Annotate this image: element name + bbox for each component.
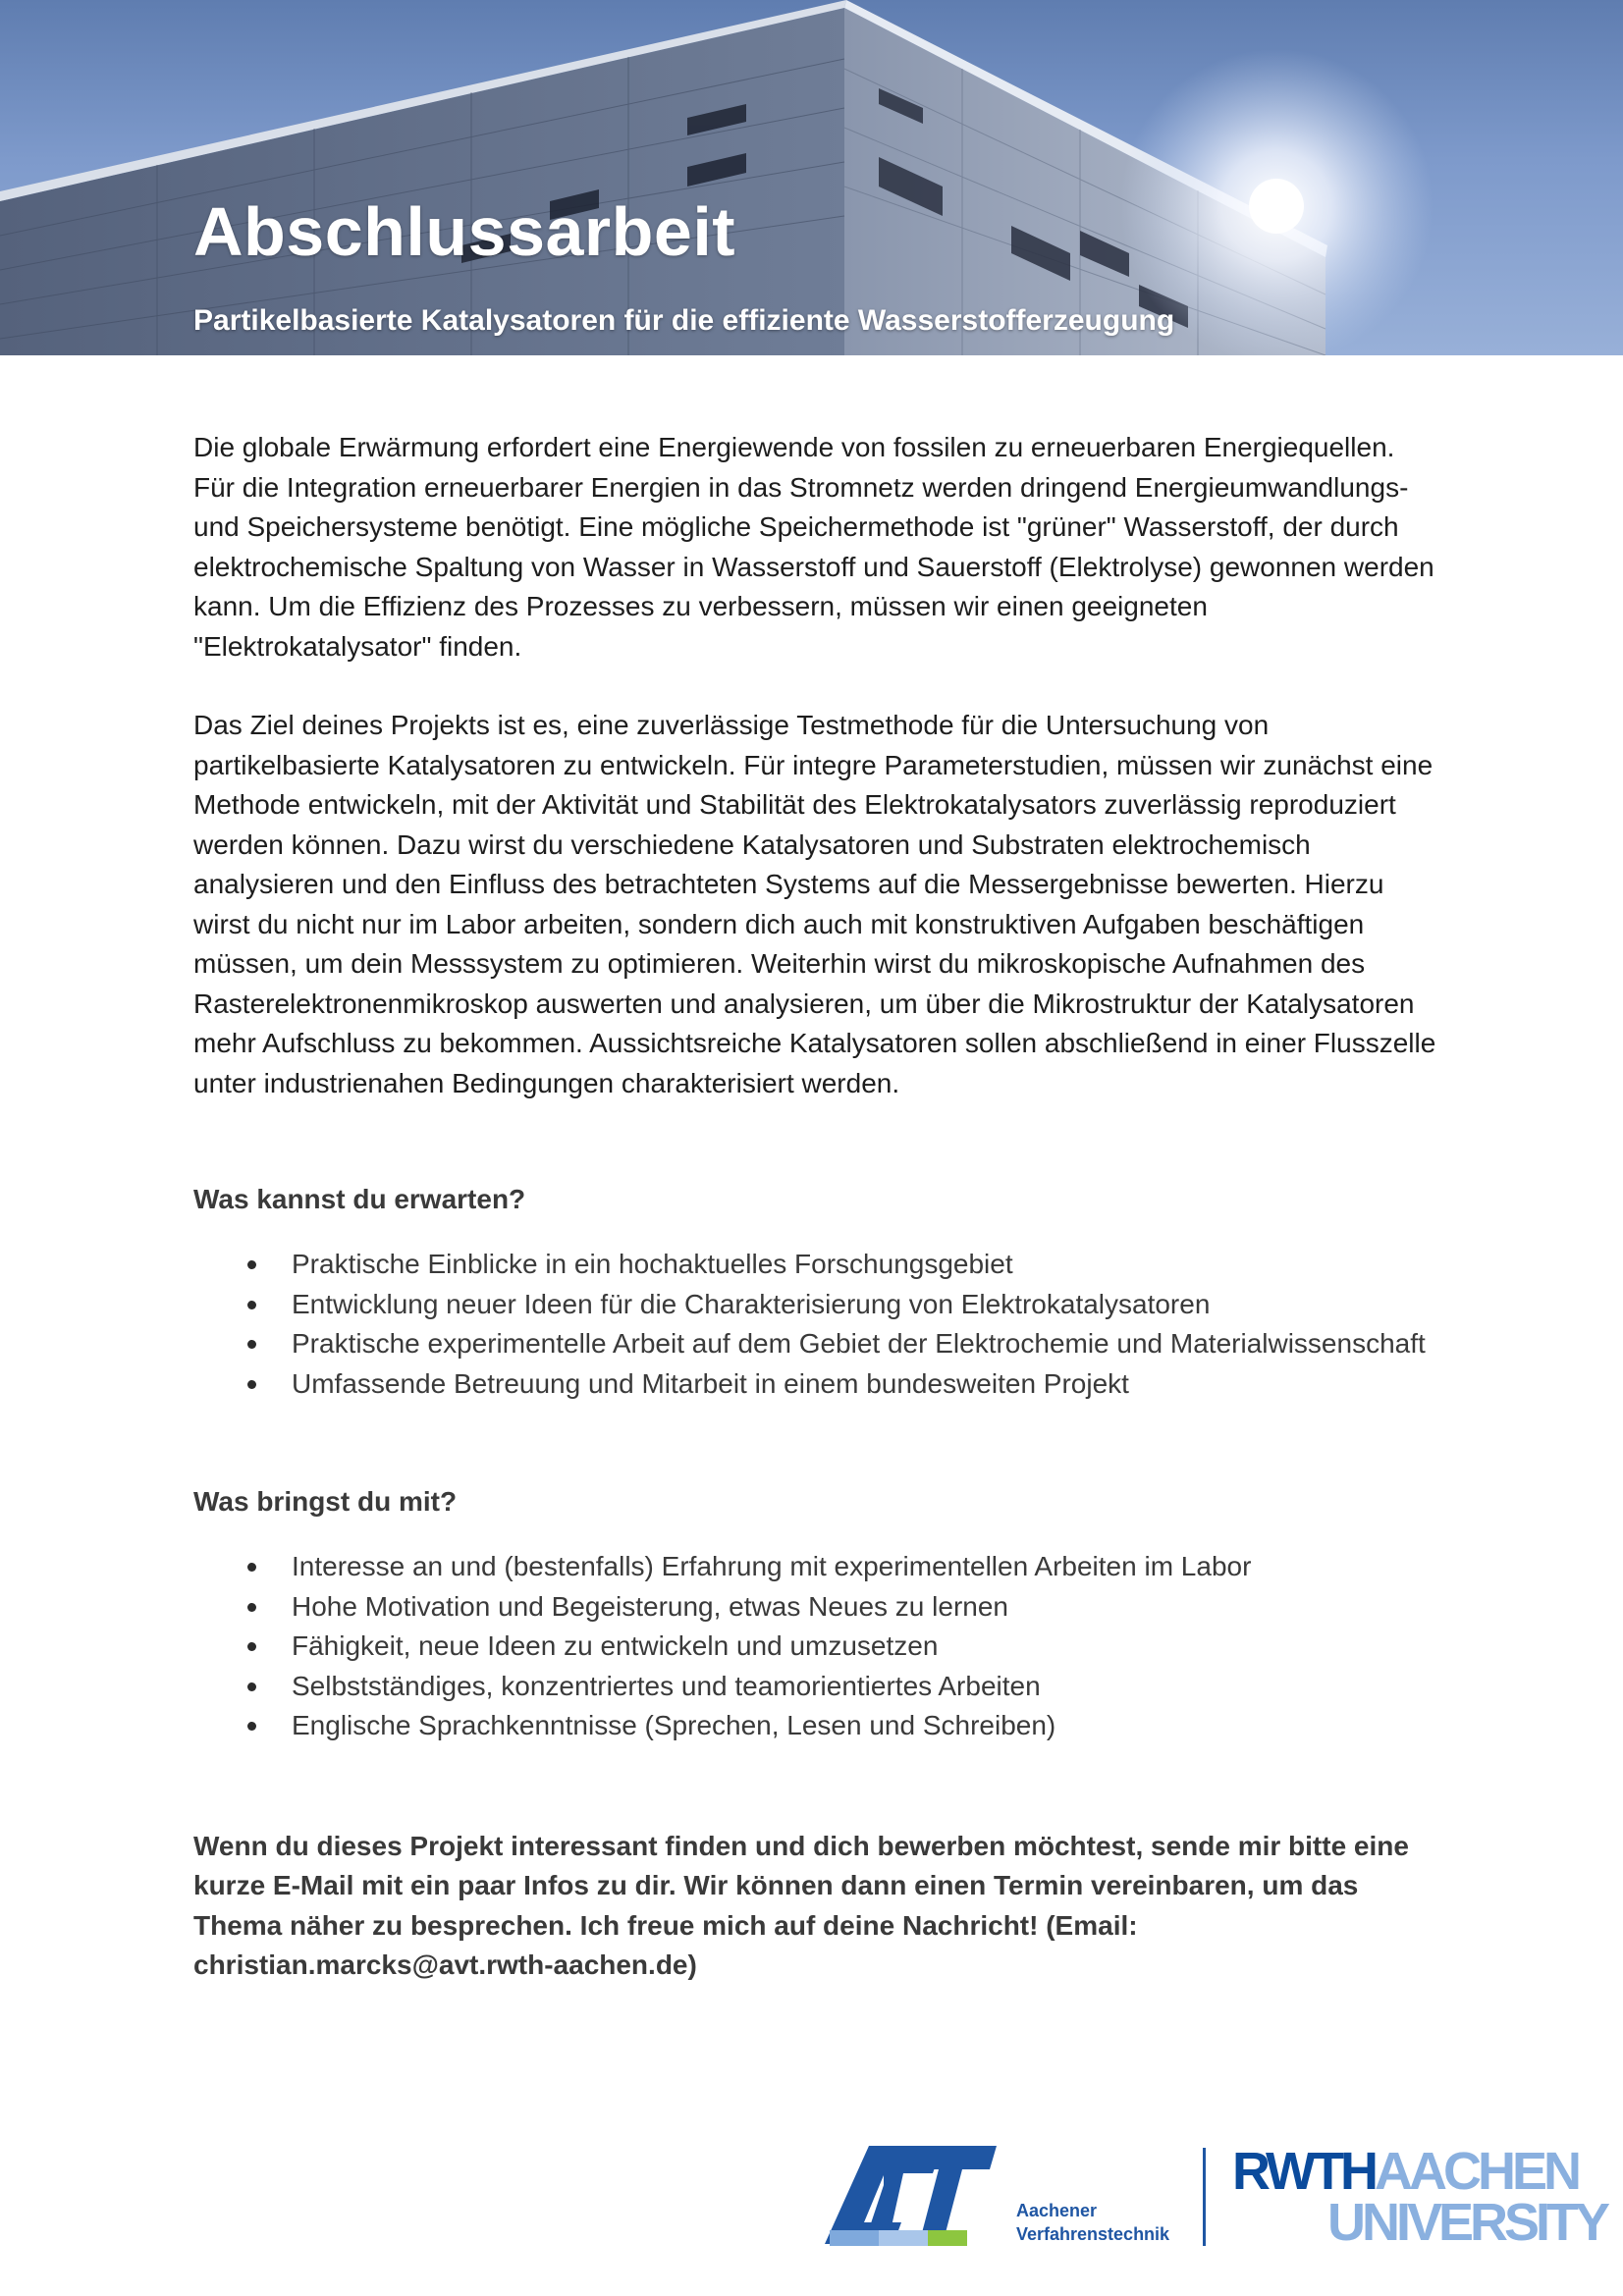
list-item: Umfassende Betreuung und Mitarbeit in einem bundesweiten Projekt — [292, 1364, 1440, 1405]
list-item: Hohe Motivation und Begeisterung, etwas Neues zu lernen — [292, 1587, 1440, 1628]
page-title: Abschlussarbeit — [193, 193, 736, 270]
list-item: Praktische Einblicke in ein hochaktuelles Forschungsgebiet — [292, 1245, 1440, 1285]
list-item: Selbstständiges, konzentriertes und teamorientiertes Arbeiten — [292, 1667, 1440, 1707]
intro-paragraph: Die globale Erwärmung erfordert eine Energiewende von fossilen zu erneuerbaren Energiequellen. Für die Integration erneuerbarer Energien in das Stromnetz werden dringend Energieumwandlungs- und Speichersysteme benötigt. Eine mögliche Speichermethode ist "grüner" Wasserstoff, der durch elektrochemische Spaltung von Wasser in Wasserstoff und Sauerstoff (Elektrolyse) gewonnen werden kann. Um die Effizienz des Prozesses zu verbessern, müssen wir einen geeigneten "Elektrokatalysator" finden. — [193, 432, 1434, 662]
list-item: Entwicklung neuer Ideen für die Charakterisierung von Elektrokatalysatoren — [292, 1285, 1440, 1325]
building-photo — [0, 0, 1623, 355]
avt-logo-icon — [825, 2146, 1001, 2254]
rwth-logo-bottom: UNIVERSITY — [1327, 2193, 1607, 2252]
header-banner — [0, 0, 1623, 355]
expect-heading: Was kannst du erwarten? — [193, 1184, 526, 1214]
footer-logos — [825, 2140, 1607, 2258]
closing-paragraph: Wenn du dieses Projekt interessant finden und dich bewerben möchtest, sende mir bitte eine kurze E-Mail mit ein paar Infos zu dir. Wir können dann einen Termin vereinbaren, um das Thema näher zu besprechen. Ich freue mich auf deine Nachricht! (Email: christian.marcks@avt.rwth-aachen.de) — [193, 1830, 1409, 1980]
list-item: Interesse an und (bestenfalls) Erfahrung mit experimentellen Arbeiten im Labor — [292, 1547, 1440, 1587]
list-item: Fähigkeit, neue Ideen zu entwickeln und umzusetzen — [292, 1627, 1440, 1667]
list-item: Praktische experimentelle Arbeit auf dem Gebiet der Elektrochemie und Materialwissenschaft — [292, 1324, 1440, 1364]
logo-divider — [1203, 2148, 1206, 2246]
avt-logo-text: Aachener Verfahrenstechnik — [1016, 2201, 1170, 2244]
rwth-logo-top: RWTHAACHEN — [1232, 2142, 1578, 2201]
main-content — [193, 428, 1440, 1986]
expect-list — [193, 1245, 1440, 1404]
bring-list — [193, 1547, 1440, 1746]
list-item: Englische Sprachkenntnisse (Sprechen, Lesen und Schreiben) — [292, 1706, 1440, 1746]
project-paragraph: Das Ziel deines Projekts ist es, eine zuverlässige Testmethode für die Untersuchung von partikelbasierte Katalysatoren zu entwickeln. Für integre Parameterstudien, müssen wir zunächst eine Methode entwickeln, mit der Aktivität und Stabilität des Elektrokatalysators zuverlässig reproduziert werden können. Dazu wirst du verschiedene Katalysatoren und Substraten elektrochemisch analysieren und den Einfluss des betrachteten Systems auf die Messergebnisse bewerten. Hierzu wirst du nicht nur im Labor arbeiten, sondern dich auch mit konstruktiven Aufgaben beschäftigen müssen, um dein Messsystem zu optimieren. Weiterhin wirst du mikroskopische Aufnahmen des Rasterelektronenmikroskop auswerten und analysieren, um über die Mikrostruktur der Katalysatoren mehr Aufschluss zu bekommen. Aussichtsreiche Katalysatoren sollen abschließend in einer Flusszelle unter industrienahen Bedingungen charakterisiert werden. — [193, 710, 1436, 1098]
bring-heading: Was bringst du mit? — [193, 1486, 458, 1517]
page-subtitle: Partikelbasierte Katalysatoren für die effiziente Wasserstofferzeugung — [193, 304, 1175, 337]
